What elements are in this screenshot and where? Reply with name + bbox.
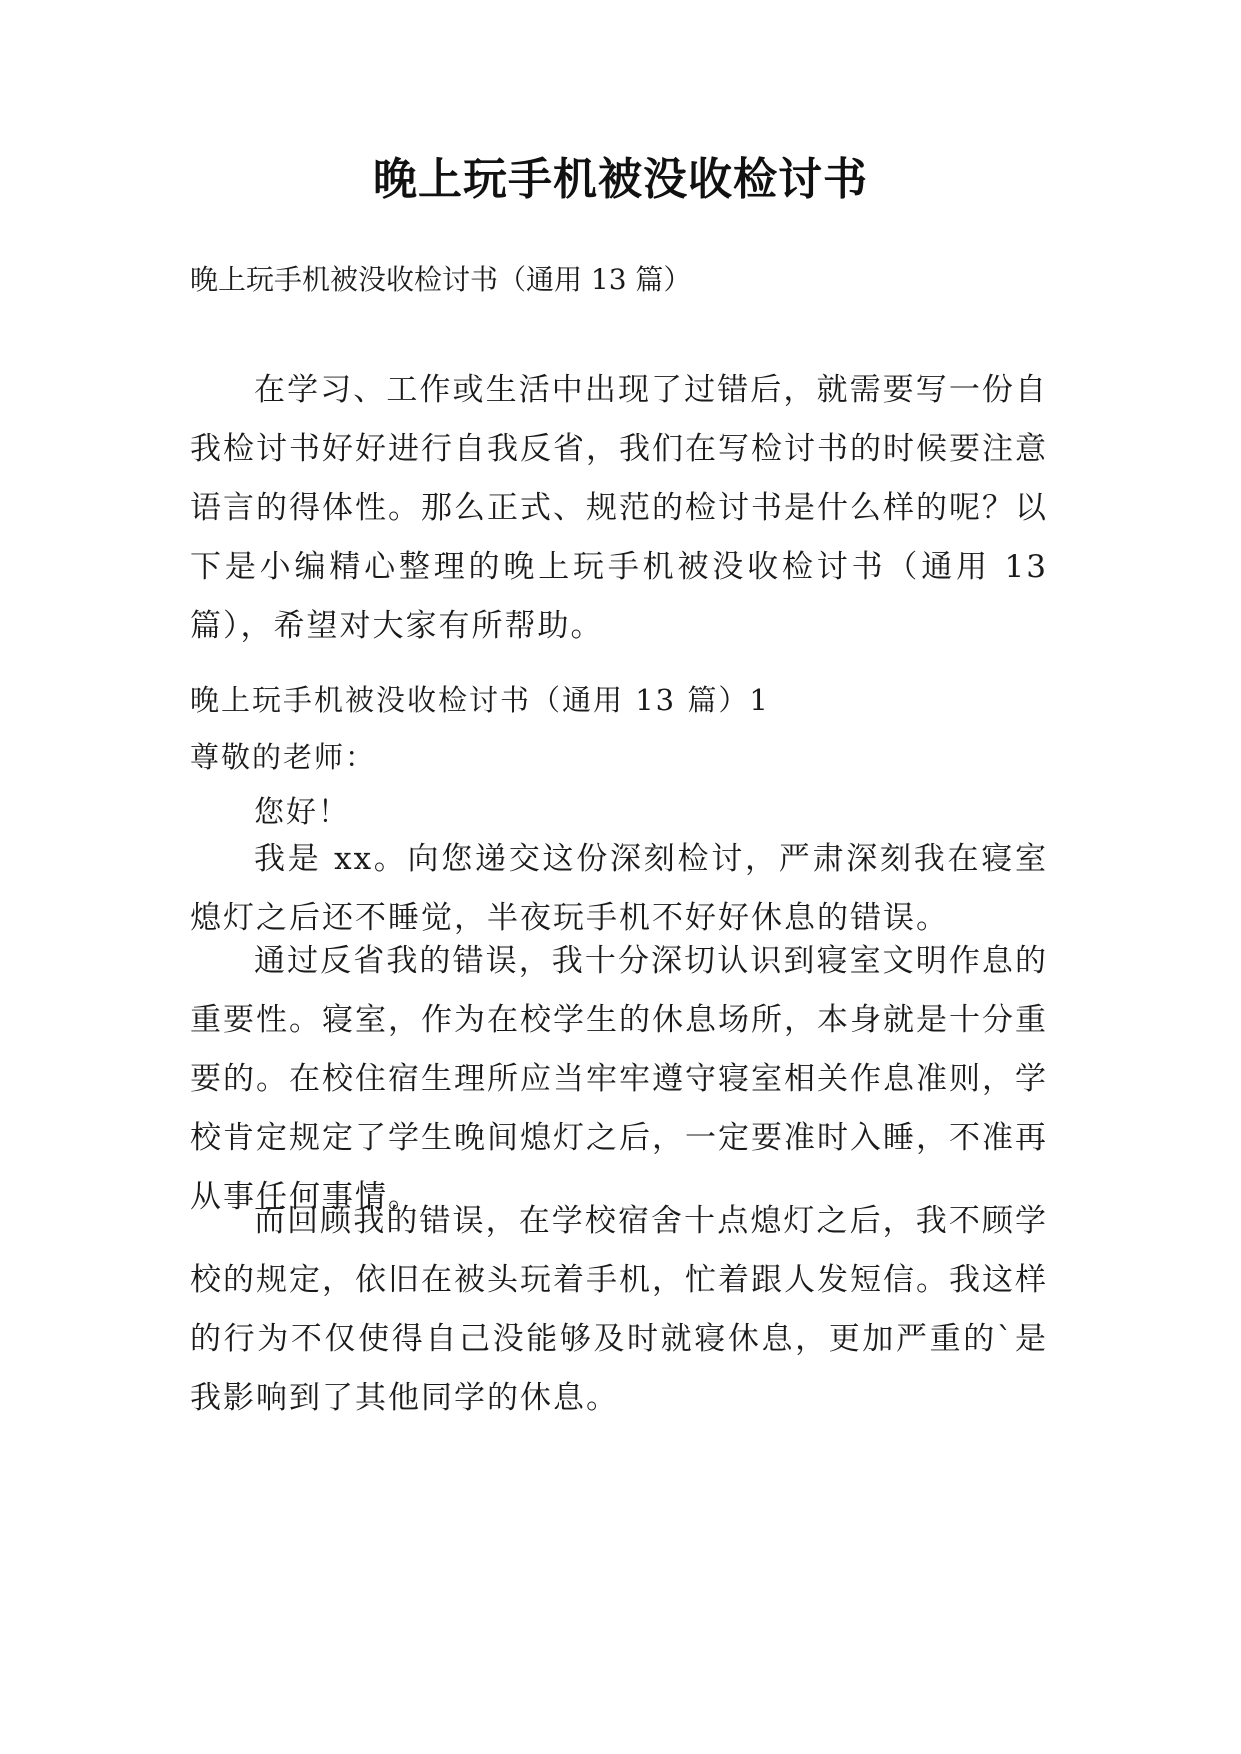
document-title: 晚上玩手机被没收检讨书 bbox=[373, 154, 868, 205]
body-paragraph: 而回顾我的错误，在学校宿舍十点熄灯之后，我不顾学校的规定，依旧在被头玩着手机，忙着跟人发短信。我这样的行为不仅使得自己没能够及时就寝休息，更加严重的`是我影响到了其他同学的休息。 bbox=[190, 1203, 1048, 1416]
greeting: 您好！ bbox=[254, 795, 350, 830]
document-subtitle: 晚上玩手机被没收检讨书（通用 13 篇） bbox=[190, 263, 692, 296]
body-paragraph: 我是 xx。向您递交这份深刻检讨，严肃深刻我在寝室熄灯之后还不睡觉，半夜玩手机不好好休息的错误。 bbox=[190, 841, 1048, 936]
section-heading: 晚上玩手机被没收检讨书（通用 13 篇）1 bbox=[190, 683, 770, 717]
salutation: 尊敬的老师： bbox=[190, 740, 377, 774]
body-paragraph: 通过反省我的错误，我十分深切认识到寝室文明作息的重要性。寝室，作为在校学生的休息场所，本身就是十分重要的。在校住宿生理所应当牢牢遵守寝室相关作息准则，学校肯定规定了学生晚间熄灯之后，一定要准时入睡，不准再从事任何事情。 bbox=[190, 943, 1048, 1215]
intro-paragraph: 在学习、工作或生活中出现了过错后，就需要写一份自我检讨书好好进行自我反省，我们在写检讨书的时候要注意语言的得体性。那么正式、规范的检讨书是什么样的呢？以下是小编精心整理的晚上玩手机被没收检讨书（通用 13 篇），希望对大家有所帮助。 bbox=[190, 372, 1048, 644]
